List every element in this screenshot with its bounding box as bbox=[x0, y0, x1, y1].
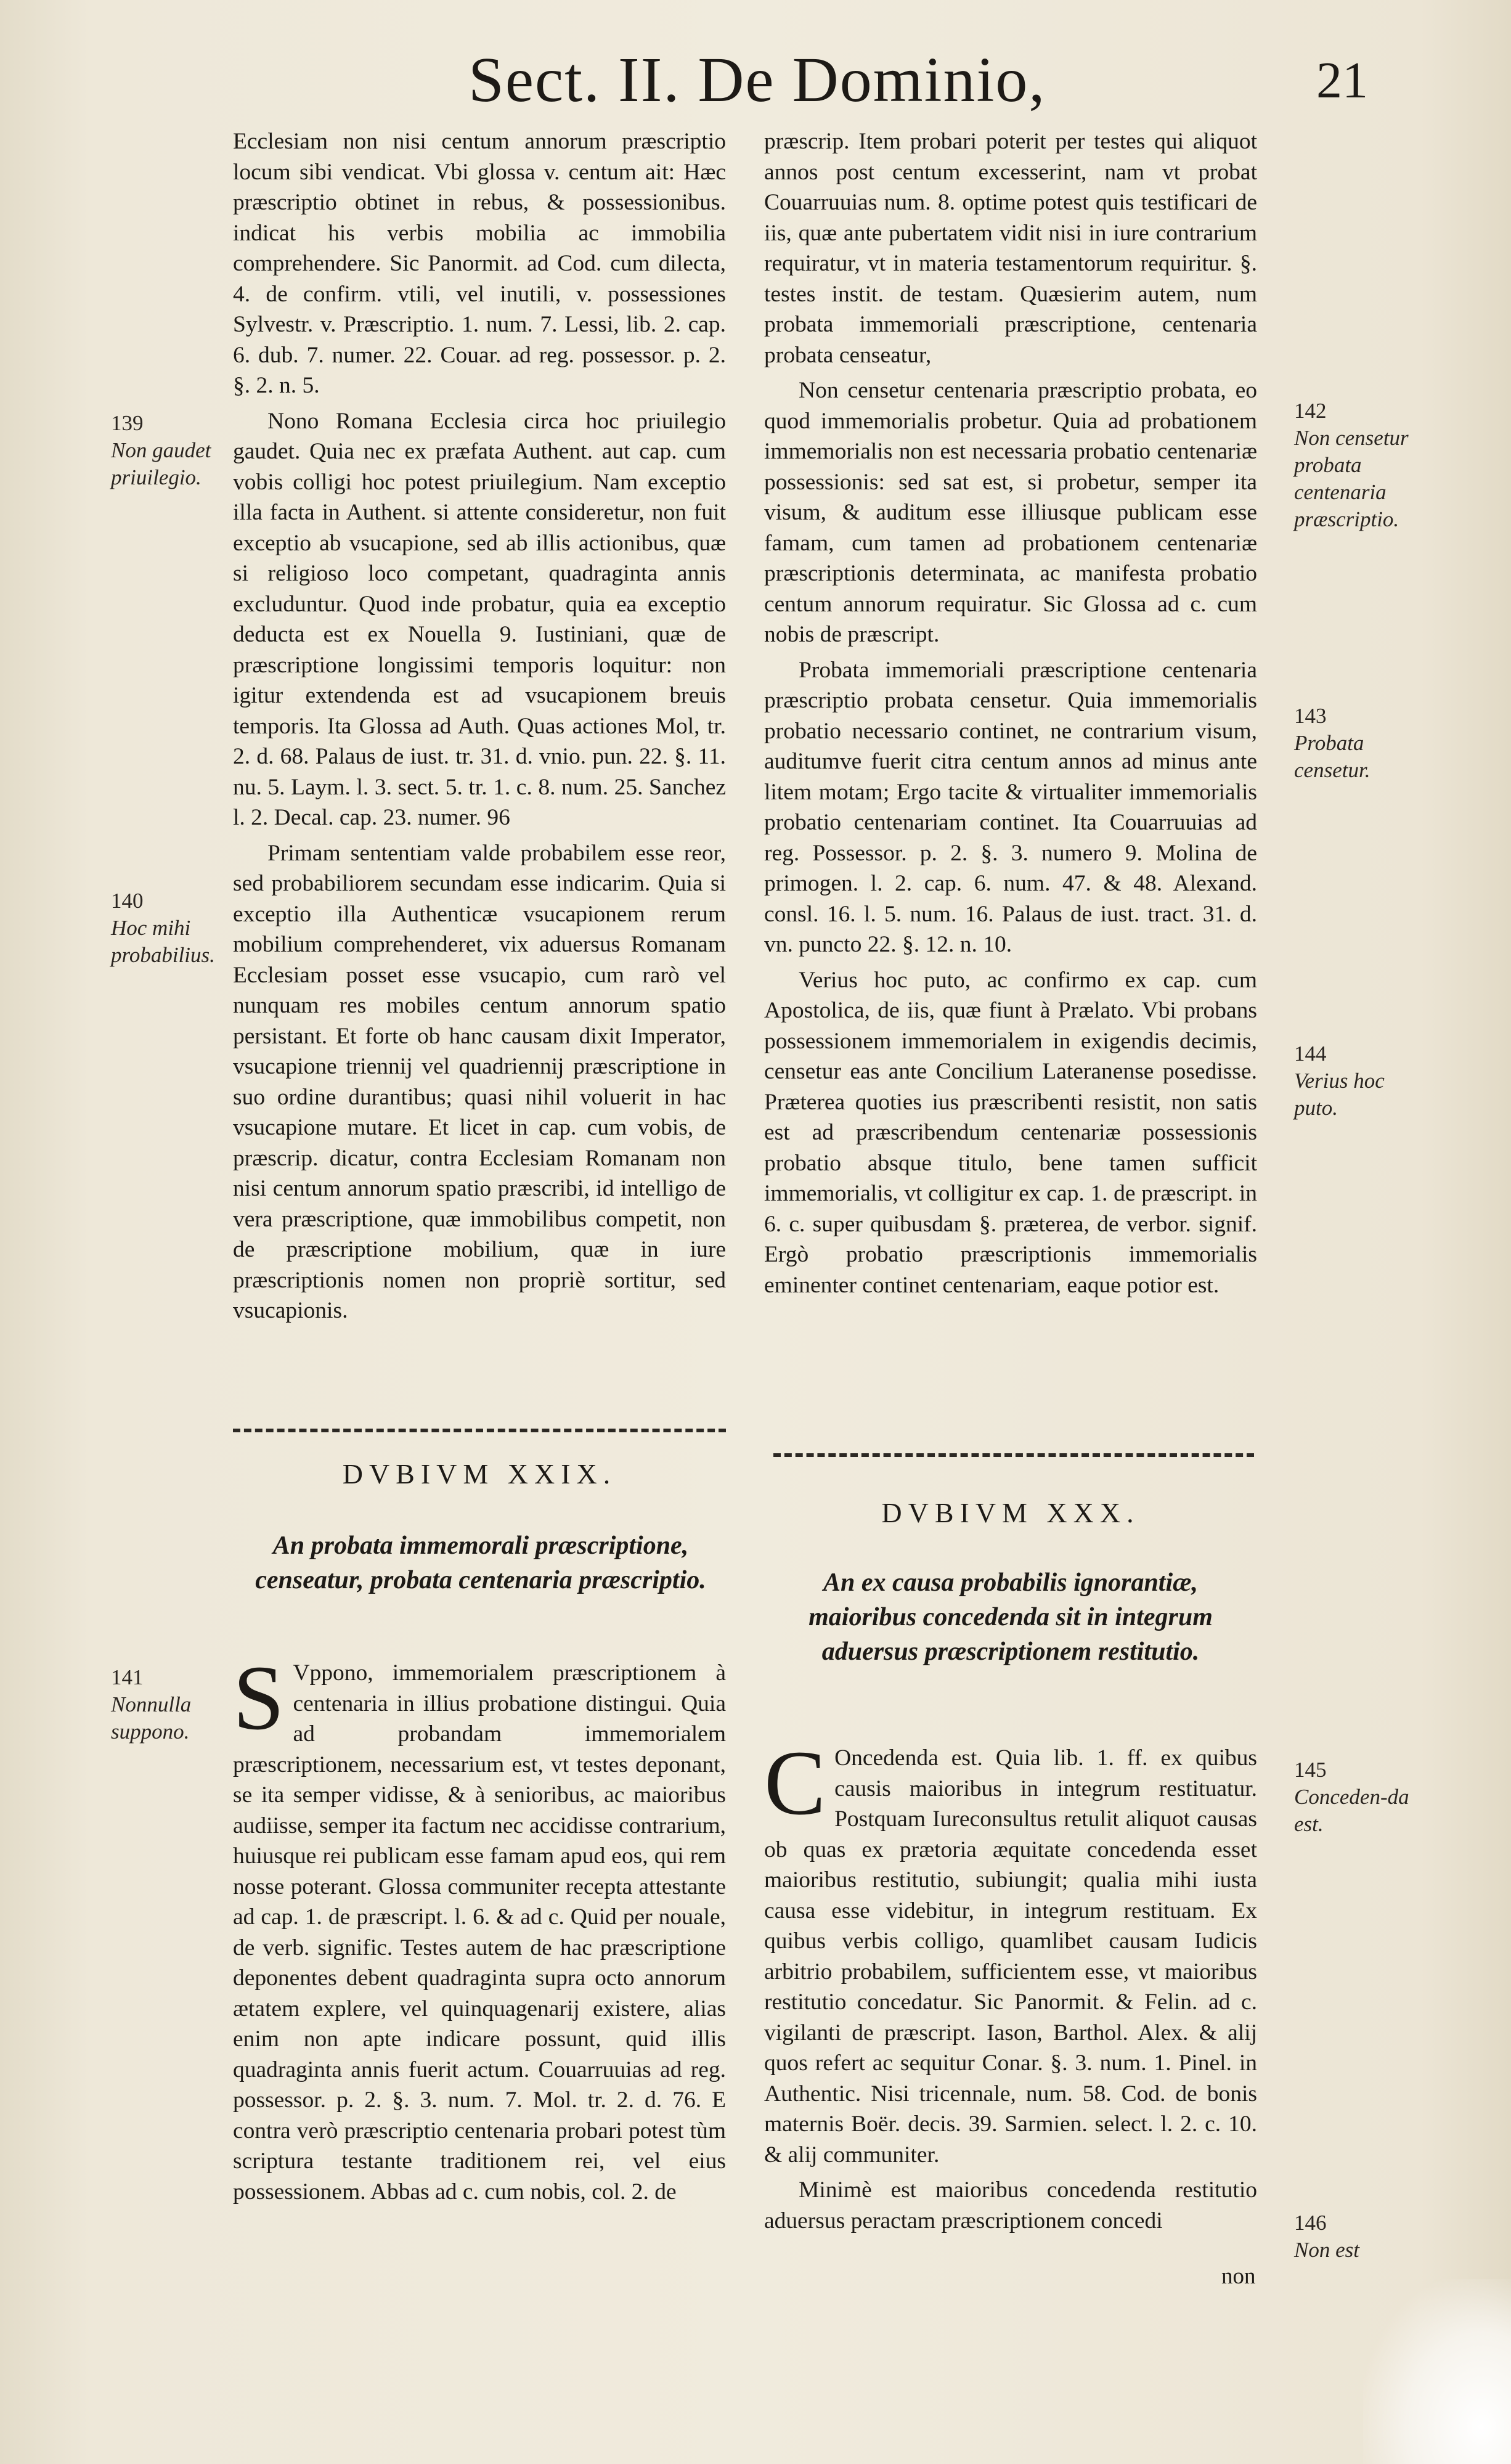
right-paragraph-3: Probata immemoriali præscriptione centenaria præscriptio probata censetur. Quia immemorialis probatio necessario continet, ne contrarium visum, auditumve fuerit citra centum annos ad minus ante litem motam; Ergo tacite & virtualiter immemorialis probatio centenariam continet. Ita Couarruuias ad reg. Possessor. p. 2. §. 3. numero 9. Molina de primogen. l. 2. cap. 6. num. 47. & 48. Alexand. consl. 16. l. 5. num. 16. Palaus de iust. tract. 31. d. vn. puncto 22. §. 12. n. 10. bbox=[764, 657, 1257, 957]
right-paragraph-5 bbox=[764, 1732, 1257, 2170]
margin-note-number: 139 bbox=[111, 411, 144, 435]
margin-note-number: 140 bbox=[111, 889, 144, 913]
margin-note-143 bbox=[1294, 703, 1417, 784]
margin-note-text: Verius hoc puto. bbox=[1294, 1069, 1385, 1120]
margin-note-text: Non est bbox=[1294, 2238, 1359, 2262]
catchword: non bbox=[1221, 2264, 1256, 2289]
margin-note-text: Hoc mihi probabilius. bbox=[111, 916, 215, 967]
margin-note-number: 141 bbox=[111, 1665, 144, 1689]
dubium-xxix-title: An probata immemorali præscriptione, censeatur, probata centenaria præscriptio. bbox=[255, 1532, 706, 1594]
page-number: 21 bbox=[1316, 52, 1368, 109]
margin-note-146 bbox=[1294, 2209, 1417, 2264]
page-title: Sect. II. De Dominio, bbox=[468, 44, 1046, 115]
margin-note-145 bbox=[1294, 1756, 1417, 1838]
margin-note-140 bbox=[111, 887, 231, 969]
dubium-xxix-heading: DVBIVM XXIX. bbox=[342, 1458, 617, 1490]
section-divider-left bbox=[233, 1429, 726, 1432]
margin-note-144 bbox=[1294, 1040, 1417, 1122]
running-head bbox=[468, 37, 1368, 129]
right-column bbox=[764, 126, 1257, 1305]
margin-note-number: 145 bbox=[1294, 1758, 1327, 1782]
left-paragraph-1: Ecclesiam non nisi centum annorum præscriptio locum sibi vendicat. Vbi glossa v. centum ait: Hæc præscriptio obtinet in rebus, & possessionibus. indicat his verbis mobilia ac immobilia comprehendere. Sic Panormit. ad Cod. cum dilecta, 4. de confirm. vtili, vel inutili, v. possessiones Sylvestr. v. Præscriptio. 1. num. 7. Lessi, lib. 2. cap. 6. dub. 7. numer. 22. Couar. ad reg. possessor. p. 2. §. 2. n. 5. bbox=[233, 129, 726, 398]
right-paragraph-5-text: Oncedenda est. Quia lib. 1. ff. ex quibus causis maioribus in integrum restituatur. Postquam Iureconsultus retulit aliquot causas ob quas ex prætoria æquitate concedenda esset maioribus restitutio, subiungit; qualia mihi iusta causa esse videbitur, in integrum restituam. Ex quibus verbis colligo, quamlibet causam Iudicis arbitrio probabilem, sufficientem esse, vt maioribus restitutio concedatur. Sic Panormit. & Felin. ad c. vigilanti de præscript. Iason, Barthol. Alex. & alij quos refert ac sequitur Conar. §. 3. num. 1. Pinel. in Authentic. Nisi tricennale, num. 58. Cod. de bonis maternis Boër. decis. 39. Sarmien. select. l. 2. c. 10. & alij communiter. bbox=[764, 1745, 1257, 2168]
margin-note-text: Non censetur probata centenaria præscriptio. bbox=[1294, 426, 1409, 531]
paper-stain bbox=[1363, 2279, 1511, 2464]
right-paragraph-6: Minimè est maioribus concedenda restitutio aduersus peractam præscriptionem concedi bbox=[764, 2177, 1257, 2234]
left-paragraph-2: Nono Romana Ecclesia circa hoc priuilegio gaudet. Quia nec ex præfata Authent. aut cap. cum vobis colligi hoc potest priuilegium. Nam exceptio illa facta in Authent. si attente consideretur, non fuit exceptio ab vsucapione, sed ab illis actionibus, quæ si religioso loco competant, quadraginta annis excluduntur. Quod inde probatur, quia ea exceptio deducta est ex Nouella 9. Iustiniani, quæ de præscriptione longissimi temporis loquitur: non igitur extendenda est ad vsucapionem breuis temporis. Ita Glossa ad Auth. Quas actiones Mol, tr. 2. d. 68. Palaus de iust. tr. 31. d. vnio. pun. 22. §. 11. nu. 5. Laym. l. 3. sect. 5. tr. 1. c. 8. num. 25. Sanchez l. 2. Decal. cap. 23. numer. 96 bbox=[233, 408, 726, 830]
dubium-xxx-title: An ex causa probabilis ignorantiæ, maioribus concedenda sit in integrum aduersus præscriptionem restitutio. bbox=[808, 1569, 1213, 1666]
dubium-xxx-heading: DVBIVM XXX. bbox=[881, 1497, 1140, 1528]
section-divider-right bbox=[773, 1453, 1254, 1457]
right-paragraph-2: Non censetur centenaria præscriptio probata, eo quod immemorialis probetur. Quia ad probationem immemorialis non est necessaria probatio centenariæ possessionis: sed sat est, si probetur, semper ita visum, & auditum esse illiusque publicam esse famam, cum tamen ad probationem centenariæ præscriptionis determinata, ac manifesta probatio centum annorum requiratur. Sic Glossa ad c. cum nobis de præscript. bbox=[764, 378, 1257, 647]
margin-note-142 bbox=[1294, 398, 1417, 533]
margin-note-number: 143 bbox=[1294, 704, 1327, 728]
margin-note-text: Non gaudet priuilegio. bbox=[111, 438, 211, 489]
left-paragraph-3: Primam sententiam valde probabilem esse reor, sed probabiliorem secundam esse indicarim. Quia si exceptio illa Authenticæ vsucapionem rerum mobilium comprehenderet, vix aduersus Romanam Ecclesiam posset esse vsucapio, cum rarò vel nunquam res mobiles centum annorum spatio persistant. Et forte ob hanc causam dixit Imperator, vsucapione triennij vel quadriennij præscriptione in suo ordine durantibus; quasi nihil voluerit in hac vsucapione mutare. Et licet in cap. cum vobis, de præscrip. dicatur, contra Ecclesiam Romanam non nisi centum annorum spatio præscribi, id intelligo de vera præscriptione, quæ immobilibus competit, non de præscriptione mobilium, quæ in iure præscriptionis nomen non propriè sortitur, sed vsucapionis. bbox=[233, 840, 726, 1323]
left-paragraph-4 bbox=[233, 1647, 726, 2207]
dropcap-c: C bbox=[764, 1732, 826, 1834]
margin-note-text: Probata censetur. bbox=[1294, 731, 1370, 782]
margin-note-text: Conceden-da est. bbox=[1294, 1785, 1409, 1836]
left-paragraph-4-text: Vppono, immemorialem præscriptionem à centenaria in illius probatione distingui. Quia ad probandam immemorialem præscriptionem, necessarium est, vt testes deponant, se ita semper vidisse, & à senioribus, ac maioribus audiisse, semper ita factum nec accidisse contrarium, huiusque rei publicam esse famam apud eos, qui rem nosse poterant. Glossa communiter recepta attestante ad cap. 1. de præscript. l. 6. & ad c. Quid per nouale, de verb. signific. Testes autem de hac præscriptione deponentes debent quadraginta supra octo annorum ætatem explere, vel quinquagenarij existere, alias enim non apte indicare possunt, quid illis quadraginta annis fuerit actum. Couarruuias ad reg. possessor. p. 2. §. 3. num. 7. Mol. tr. 2. d. 76. E contra verò præscriptio centenaria probari potest tùm scriptura testante traditionem rei, vel eius possessionem. Abbas ad c. cum nobis, col. 2. de bbox=[233, 1660, 726, 2205]
right-column-lower bbox=[764, 1732, 1257, 2241]
right-paragraph-4: Verius hoc puto, ac confirmo ex cap. cum Apostolica, de iis, quæ fiunt à Prælato. Vbi probans possessionem immemorialem in exigendis decimis, censetur eas ante Concilium Lateranense posedisse. Præterea quoties ius præscribenti resistit, non satis est ad præscribendum centenariæ possessionis probatio absque titulo, bene tamen sufficit immemorialis, vt colligitur ex cap. 1. de præscript. in 6. c. super quibusdam §. præterea, de verbor. signif. Ergò probatio præscriptionis immemorialis eminenter continet centenariam, eaque potior est. bbox=[764, 967, 1257, 1298]
margin-note-number: 144 bbox=[1294, 1042, 1327, 1066]
margin-note-139 bbox=[111, 410, 231, 491]
margin-note-number: 142 bbox=[1294, 399, 1327, 423]
right-paragraph-1: præscrip. Item probari poterit per testes qui aliquot annos post centum excesserint, nam vt probat Couarruuias num. 8. optime potest quis testificari de iis, quæ ante pubertatem vidit nisi in iure contrarium requiratur, vt in materia testamentorum requiritur. §. testes instit. de testam. Quæsierim autem, num probata immemoriali præscriptione, centenaria probata censeatur, bbox=[764, 129, 1257, 368]
margin-note-text: Nonnulla suppono. bbox=[111, 1692, 192, 1744]
dropcap-s: S bbox=[233, 1647, 285, 1749]
left-column bbox=[233, 126, 726, 1331]
left-column-lower bbox=[233, 1647, 726, 2212]
margin-note-141 bbox=[111, 1664, 231, 1745]
margin-note-number: 146 bbox=[1294, 2211, 1327, 2235]
